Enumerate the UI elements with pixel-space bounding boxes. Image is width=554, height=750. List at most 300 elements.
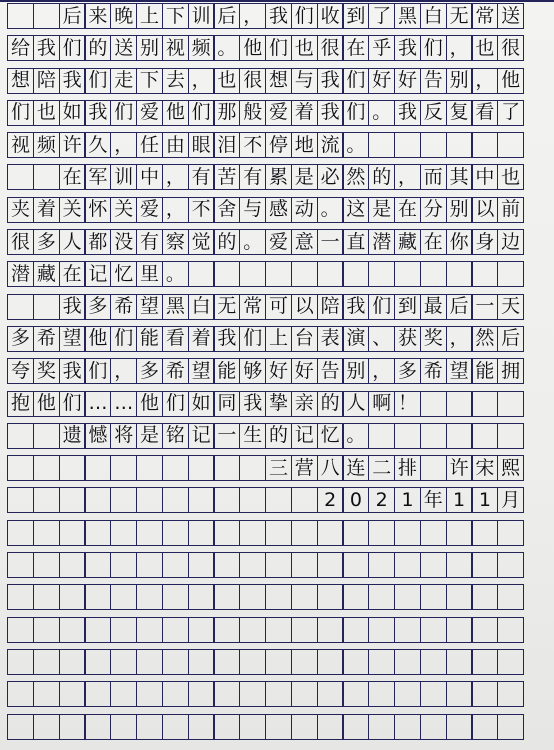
grid-cell: 很: [317, 35, 344, 61]
grid-cell: 。: [368, 100, 395, 126]
grid-cell: [110, 714, 137, 740]
grid-cell: 送: [110, 35, 137, 61]
grid-cell: [471, 391, 498, 417]
grid-cell: 一: [213, 423, 240, 449]
grid-cell: 。: [239, 229, 266, 255]
grid-cell: [471, 584, 498, 610]
grid-cell: [368, 617, 395, 643]
grid-cell: [497, 423, 524, 449]
grid-cell: 铭: [162, 423, 189, 449]
grid-cell: [497, 681, 524, 707]
grid-cell: [239, 681, 266, 707]
grid-cell: [446, 391, 473, 417]
grid-cell: 以: [291, 294, 318, 320]
grid-cell: 2: [317, 487, 344, 513]
grid-cell: [59, 520, 86, 546]
grid-cell: 不: [239, 132, 266, 158]
grid-cell: [291, 520, 318, 546]
grid-cell: 生: [239, 423, 266, 449]
grid-cell: 好: [291, 358, 318, 384]
grid-cell: [136, 584, 163, 610]
grid-cell: [110, 520, 137, 546]
grid-cell: [291, 584, 318, 610]
grid-cell: [59, 455, 86, 481]
grid-cell: [420, 520, 447, 546]
grid-cell: [7, 584, 34, 610]
grid-cell: [213, 617, 240, 643]
grid-cell: 们: [59, 391, 86, 417]
grid-cell: 许: [59, 132, 86, 158]
grid-cell: [7, 487, 34, 513]
grid-cell: [59, 617, 86, 643]
grid-cell: …: [110, 391, 137, 417]
grid-cell: 许: [446, 455, 473, 481]
grid-cell: 天: [497, 294, 524, 320]
grid-cell: [394, 617, 421, 643]
grid-cell: 他: [136, 391, 163, 417]
grid-cell: 潜: [7, 261, 34, 287]
grid-cell: 在: [420, 229, 447, 255]
grid-cell: 们: [162, 391, 189, 417]
grid-cell: [368, 584, 395, 610]
grid-cell: [33, 423, 60, 449]
writing-grid: [7, 3, 549, 746]
grid-cell: [368, 714, 395, 740]
grid-cell: 中: [136, 164, 163, 190]
grid-cell: [7, 164, 34, 190]
grid-cell: 一: [471, 294, 498, 320]
grid-cell: [265, 520, 292, 546]
grid-cell: 好: [265, 358, 292, 384]
grid-cell: 般: [239, 100, 266, 126]
grid-cell: 了: [368, 3, 395, 29]
grid-cell: [188, 584, 215, 610]
grid-cell: 后: [497, 326, 524, 352]
grid-cell: ，: [394, 164, 421, 190]
grid-cell: [420, 714, 447, 740]
grid-cell: [446, 423, 473, 449]
grid-cell: 啊: [368, 391, 395, 417]
grid-cell: 望: [188, 358, 215, 384]
grid-cell: [342, 617, 369, 643]
grid-cell: [7, 681, 34, 707]
grid-cell: [84, 584, 111, 610]
grid-cell: 白: [420, 3, 447, 29]
grid-cell: 流: [317, 132, 344, 158]
grid-cell: [7, 3, 34, 29]
grid-row: [7, 487, 549, 513]
grid-row: [7, 423, 549, 449]
grid-cell: 年: [420, 487, 447, 513]
grid-cell: 我: [59, 68, 86, 94]
grid-cell: [84, 455, 111, 481]
grid-cell: 如: [188, 391, 215, 417]
grid-cell: 有: [239, 164, 266, 190]
grid-cell: [471, 520, 498, 546]
grid-row: [7, 164, 549, 190]
grid-cell: [188, 649, 215, 675]
grid-cell: [368, 261, 395, 287]
grid-cell: [317, 714, 344, 740]
grid-cell: [213, 520, 240, 546]
grid-cell: [188, 455, 215, 481]
grid-cell: 别: [136, 35, 163, 61]
grid-cell: 怀: [84, 197, 111, 223]
grid-cell: [59, 487, 86, 513]
grid-cell: 。: [213, 35, 240, 61]
grid-cell: 想: [7, 68, 34, 94]
grid-cell: [136, 714, 163, 740]
grid-cell: 能: [136, 326, 163, 352]
grid-cell: 有: [136, 229, 163, 255]
grid-cell: 去: [162, 68, 189, 94]
grid-cell: [420, 681, 447, 707]
grid-cell: [497, 132, 524, 158]
grid-cell: [446, 132, 473, 158]
grid-cell: 们: [420, 35, 447, 61]
grid-cell: 。: [342, 423, 369, 449]
grid-cell: [162, 681, 189, 707]
grid-cell: [265, 649, 292, 675]
grid-cell: 后: [59, 3, 86, 29]
grid-cell: 多: [394, 358, 421, 384]
grid-cell: [59, 584, 86, 610]
grid-cell: 陪: [317, 294, 344, 320]
grid-cell: [497, 714, 524, 740]
grid-row: [7, 391, 549, 417]
grid-cell: [368, 132, 395, 158]
grid-cell: 我: [265, 3, 292, 29]
grid-cell: 望: [446, 358, 473, 384]
grid-cell: [162, 649, 189, 675]
grid-cell: 藏: [394, 229, 421, 255]
grid-cell: 久: [84, 132, 111, 158]
grid-row: [7, 584, 549, 610]
grid-cell: 别: [342, 358, 369, 384]
grid-cell: 乎: [368, 35, 395, 61]
grid-cell: [394, 552, 421, 578]
grid-cell: [136, 520, 163, 546]
grid-cell: 动: [291, 197, 318, 223]
grid-cell: [342, 714, 369, 740]
grid-cell: [446, 681, 473, 707]
grid-cell: 1: [446, 487, 473, 513]
grid-cell: 别: [446, 68, 473, 94]
grid-cell: [136, 455, 163, 481]
grid-cell: [188, 617, 215, 643]
grid-cell: [162, 520, 189, 546]
grid-cell: 了: [497, 100, 524, 126]
grid-cell: 。: [342, 132, 369, 158]
grid-cell: 想: [265, 68, 292, 94]
grid-cell: 记: [291, 423, 318, 449]
grid-row: [7, 132, 549, 158]
grid-cell: [136, 487, 163, 513]
grid-cell: 表: [317, 326, 344, 352]
grid-cell: 泪: [213, 132, 240, 158]
grid-cell: 能: [471, 358, 498, 384]
grid-cell: [317, 520, 344, 546]
grid-cell: 最: [420, 294, 447, 320]
grid-cell: 希: [162, 358, 189, 384]
grid-cell: [33, 3, 60, 29]
grid-cell: [265, 617, 292, 643]
grid-cell: [33, 294, 60, 320]
grid-cell: 舍: [213, 197, 240, 223]
grid-cell: 爱: [136, 100, 163, 126]
grid-cell: [59, 681, 86, 707]
grid-cell: 连: [342, 455, 369, 481]
grid-cell: 演: [342, 326, 369, 352]
grid-cell: 们: [188, 100, 215, 126]
grid-cell: 地: [291, 132, 318, 158]
grid-cell: [84, 714, 111, 740]
grid-cell: [239, 520, 266, 546]
grid-cell: 多: [7, 326, 34, 352]
grid-cell: [420, 261, 447, 287]
grid-cell: [291, 649, 318, 675]
grid-cell: 后: [213, 3, 240, 29]
grid-cell: [213, 714, 240, 740]
grid-cell: 多: [136, 358, 163, 384]
grid-cell: 宋: [471, 455, 498, 481]
grid-cell: 收: [317, 3, 344, 29]
grid-cell: [136, 552, 163, 578]
grid-cell: 的: [265, 423, 292, 449]
grid-cell: 很: [239, 68, 266, 94]
grid-cell: 我: [213, 326, 240, 352]
grid-cell: 如: [59, 100, 86, 126]
grid-cell: [291, 617, 318, 643]
grid-cell: 营: [291, 455, 318, 481]
grid-cell: [265, 714, 292, 740]
grid-cell: [110, 649, 137, 675]
grid-cell: [239, 617, 266, 643]
grid-cell: 他: [497, 68, 524, 94]
grid-cell: 。: [162, 261, 189, 287]
grid-cell: ，: [110, 132, 137, 158]
grid-cell: 夸: [7, 358, 34, 384]
grid-cell: 很: [497, 35, 524, 61]
grid-cell: [342, 649, 369, 675]
grid-cell: 前: [497, 197, 524, 223]
grid-cell: 不: [188, 197, 215, 223]
grid-cell: 望: [59, 326, 86, 352]
grid-cell: [213, 552, 240, 578]
grid-cell: [162, 617, 189, 643]
grid-cell: [7, 423, 34, 449]
grid-cell: [265, 584, 292, 610]
grid-cell: [84, 649, 111, 675]
grid-row: [7, 681, 549, 707]
grid-cell: 累: [265, 164, 292, 190]
grid-cell: ，: [239, 3, 266, 29]
grid-cell: [33, 714, 60, 740]
grid-cell: 忆: [110, 261, 137, 287]
grid-cell: [394, 681, 421, 707]
grid-cell: 他: [84, 326, 111, 352]
grid-cell: 有: [188, 164, 215, 190]
grid-cell: 白: [188, 294, 215, 320]
grid-cell: [7, 714, 34, 740]
grid-cell: 那: [213, 100, 240, 126]
grid-cell: 希: [33, 326, 60, 352]
grid-cell: 由: [162, 132, 189, 158]
grid-cell: 任: [136, 132, 163, 158]
grid-cell: 好: [368, 68, 395, 94]
grid-row: [7, 358, 549, 384]
grid-cell: [291, 261, 318, 287]
grid-cell: [213, 261, 240, 287]
grid-cell: 在: [394, 197, 421, 223]
grid-cell: 晚: [110, 3, 137, 29]
grid-cell: [342, 681, 369, 707]
grid-cell: [84, 552, 111, 578]
grid-cell: [497, 552, 524, 578]
grid-cell: [110, 584, 137, 610]
grid-row: [7, 455, 549, 481]
grid-cell: 月: [497, 487, 524, 513]
grid-cell: ，: [446, 326, 473, 352]
grid-cell: 视: [162, 35, 189, 61]
grid-cell: 必: [317, 164, 344, 190]
grid-cell: [59, 714, 86, 740]
grid-cell: 好: [394, 68, 421, 94]
grid-cell: 。: [317, 197, 344, 223]
grid-cell: 边: [497, 229, 524, 255]
grid-cell: [368, 423, 395, 449]
grid-cell: 爱: [265, 229, 292, 255]
grid-cell: [188, 520, 215, 546]
grid-cell: 训: [110, 164, 137, 190]
grid-cell: [239, 584, 266, 610]
grid-cell: [420, 617, 447, 643]
grid-cell: [471, 132, 498, 158]
grid-cell: 关: [110, 197, 137, 223]
grid-cell: 也: [471, 35, 498, 61]
grid-cell: 我: [59, 294, 86, 320]
grid-cell: [188, 487, 215, 513]
grid-row: [7, 3, 549, 29]
grid-cell: 台: [291, 326, 318, 352]
grid-cell: 们: [84, 358, 111, 384]
grid-cell: 二: [368, 455, 395, 481]
grid-row: [7, 68, 549, 94]
grid-cell: [213, 487, 240, 513]
grid-cell: 藏: [33, 261, 60, 287]
grid-cell: 常: [239, 294, 266, 320]
grid-cell: 送: [497, 3, 524, 29]
grid-cell: 们: [59, 35, 86, 61]
grid-cell: 训: [188, 3, 215, 29]
grid-cell: 无: [446, 3, 473, 29]
grid-cell: [136, 617, 163, 643]
grid-cell: [188, 552, 215, 578]
grid-cell: [317, 261, 344, 287]
grid-cell: [162, 552, 189, 578]
grid-cell: 而: [420, 164, 447, 190]
grid-cell: [84, 681, 111, 707]
grid-cell: 复: [446, 100, 473, 126]
grid-cell: 在: [59, 164, 86, 190]
grid-cell: [188, 681, 215, 707]
grid-cell: 将: [110, 423, 137, 449]
grid-cell: [394, 649, 421, 675]
grid-cell: [33, 617, 60, 643]
grid-cell: 我: [33, 35, 60, 61]
grid-cell: 2: [368, 487, 395, 513]
grid-cell: 三: [265, 455, 292, 481]
grid-cell: 反: [420, 100, 447, 126]
grid-cell: ，: [162, 197, 189, 223]
grid-cell: [446, 520, 473, 546]
grid-cell: 感: [265, 197, 292, 223]
grid-cell: 可: [265, 294, 292, 320]
grid-cell: 们: [110, 326, 137, 352]
grid-cell: 0: [342, 487, 369, 513]
grid-cell: 是: [368, 197, 395, 223]
grid-cell: 然: [342, 164, 369, 190]
grid-cell: ，: [368, 358, 395, 384]
grid-cell: [342, 552, 369, 578]
grid-cell: [394, 261, 421, 287]
grid-cell: [420, 552, 447, 578]
grid-cell: 看: [162, 326, 189, 352]
grid-cell: [342, 584, 369, 610]
grid-cell: [368, 552, 395, 578]
grid-cell: [317, 617, 344, 643]
grid-cell: [497, 584, 524, 610]
grid-cell: [394, 520, 421, 546]
grid-cell: 他: [33, 391, 60, 417]
grid-cell: 给: [7, 35, 34, 61]
grid-cell: [33, 455, 60, 481]
grid-cell: [162, 455, 189, 481]
grid-cell: [7, 649, 34, 675]
grid-cell: [239, 261, 266, 287]
grid-cell: 视: [7, 132, 34, 158]
grid-cell: 然: [471, 326, 498, 352]
grid-cell: 后: [446, 294, 473, 320]
grid-cell: 频: [33, 132, 60, 158]
grid-cell: [239, 714, 266, 740]
grid-cell: [497, 617, 524, 643]
grid-cell: 亲: [291, 391, 318, 417]
grid-cell: 其: [446, 164, 473, 190]
grid-cell: [213, 455, 240, 481]
grid-cell: [291, 487, 318, 513]
grid-cell: [33, 584, 60, 610]
grid-cell: [265, 261, 292, 287]
grid-cell: [446, 649, 473, 675]
grid-row: [7, 35, 549, 61]
grid-cell: [162, 714, 189, 740]
grid-cell: 我: [394, 100, 421, 126]
grid-cell: 身: [471, 229, 498, 255]
grid-cell: 我: [394, 35, 421, 61]
grid-cell: 拥: [497, 358, 524, 384]
grid-cell: 眼: [188, 132, 215, 158]
grid-cell: 们: [342, 68, 369, 94]
grid-cell: 们: [291, 3, 318, 29]
grid-cell: 爱: [265, 100, 292, 126]
grid-cell: [471, 261, 498, 287]
grid-cell: 军: [84, 164, 111, 190]
grid-cell: [446, 584, 473, 610]
grid-cell: [291, 714, 318, 740]
grid-cell: [446, 261, 473, 287]
grid-cell: [162, 584, 189, 610]
